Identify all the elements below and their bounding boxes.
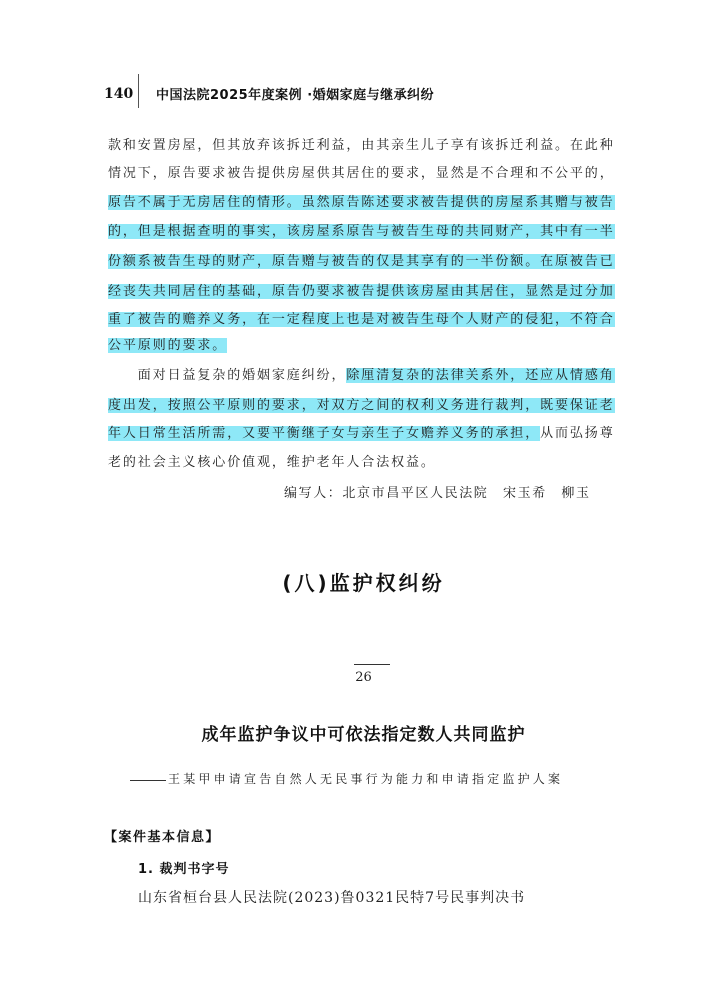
text-line	[108, 453, 638, 473]
case-number: 26	[355, 670, 372, 685]
text-line	[108, 336, 638, 356]
highlighted-segment: 经丧失共同居住的基础，原告仍要求被告提供该房屋由其居住，显然是过分加	[108, 284, 615, 299]
header-divider	[138, 74, 139, 108]
text-segment: 老的社会主义核心价值观，维护老年人合法权益。	[108, 455, 436, 470]
text-line	[108, 193, 638, 213]
highlighted-segment: 还应从情感角	[525, 368, 615, 383]
case-subtitle	[130, 770, 563, 787]
text-line	[108, 366, 638, 386]
case-title: 成年监护争议中可依法指定数人共同监护	[201, 725, 526, 745]
page-header	[0, 74, 727, 114]
highlighted-segment: 重了被告的赡养义务，在一定程度上也是对被告生母个人财产的侵犯，不符合	[108, 312, 615, 327]
text-line	[108, 396, 638, 416]
judgment-number-heading: 1. 裁判书字号	[138, 862, 230, 877]
highlighted-segment: 在原被告已	[540, 254, 615, 269]
page-number: 140	[104, 86, 134, 102]
highlighted-segment: 年人日常生活所需，又要平衡继子女与亲生子女赡养义务的承担，	[108, 426, 541, 441]
subtitle-dash	[130, 780, 166, 781]
judgment-number: 山东省桓台县人民法院(2023)鲁0321民特7号民事判决书	[138, 890, 526, 906]
highlighted-segment: 的，但是根据查明的事实，该房屋系原告与被告生母的共同财产，其中有一半	[108, 224, 615, 239]
text-line	[108, 310, 638, 330]
case-info-heading: 【案件基本信息】	[104, 830, 221, 845]
text-line	[108, 282, 638, 302]
highlighted-segment: 原告不属于无房居住的情形。虽然原告陈述要求被告提供的房屋系其赠与被告	[108, 195, 615, 210]
highlighted-segment: 除厘清复杂的法律关系外，	[346, 368, 526, 383]
highlighted-segment: 度出发，按照公平原则的要求，对双方之间的权利义务进行裁判，既要保证老	[108, 398, 615, 413]
text-segment: 情况下，原告要求被告提供房屋供其居住的要求，显然是不合理和不公平的，	[108, 166, 615, 181]
case-number-rule	[354, 664, 390, 665]
text-segment: 从而弘扬尊	[540, 426, 615, 441]
text-segment: 面对日益复杂的婚姻家庭纠纷，	[108, 368, 347, 383]
case-subtitle-text: 王某甲申请宣告自然人无民事行为能力和申请指定监护人案	[168, 772, 564, 786]
running-head: 中国法院2025年度案例 ·婚姻家庭与继承纠纷	[156, 88, 435, 103]
text-segment: 款和安置房屋，但其放弃该拆迁利益，由其亲生儿子享有该拆迁利益。在此种	[108, 138, 615, 153]
text-line	[108, 222, 638, 242]
text-line	[108, 136, 638, 156]
author-signature: 编写人：北京市昌平区人民法院 宋玉希 柳玉	[284, 486, 591, 501]
text-line	[108, 164, 638, 184]
text-line	[108, 252, 638, 272]
section-title: (八)监护权纠纷	[282, 571, 445, 595]
text-line	[108, 424, 638, 444]
highlighted-segment: 公平原则的要求。	[108, 338, 228, 353]
highlighted-segment: 份额系被告生母的财产，原告赠与被告的仅是其享有的一半份额。	[108, 254, 541, 269]
